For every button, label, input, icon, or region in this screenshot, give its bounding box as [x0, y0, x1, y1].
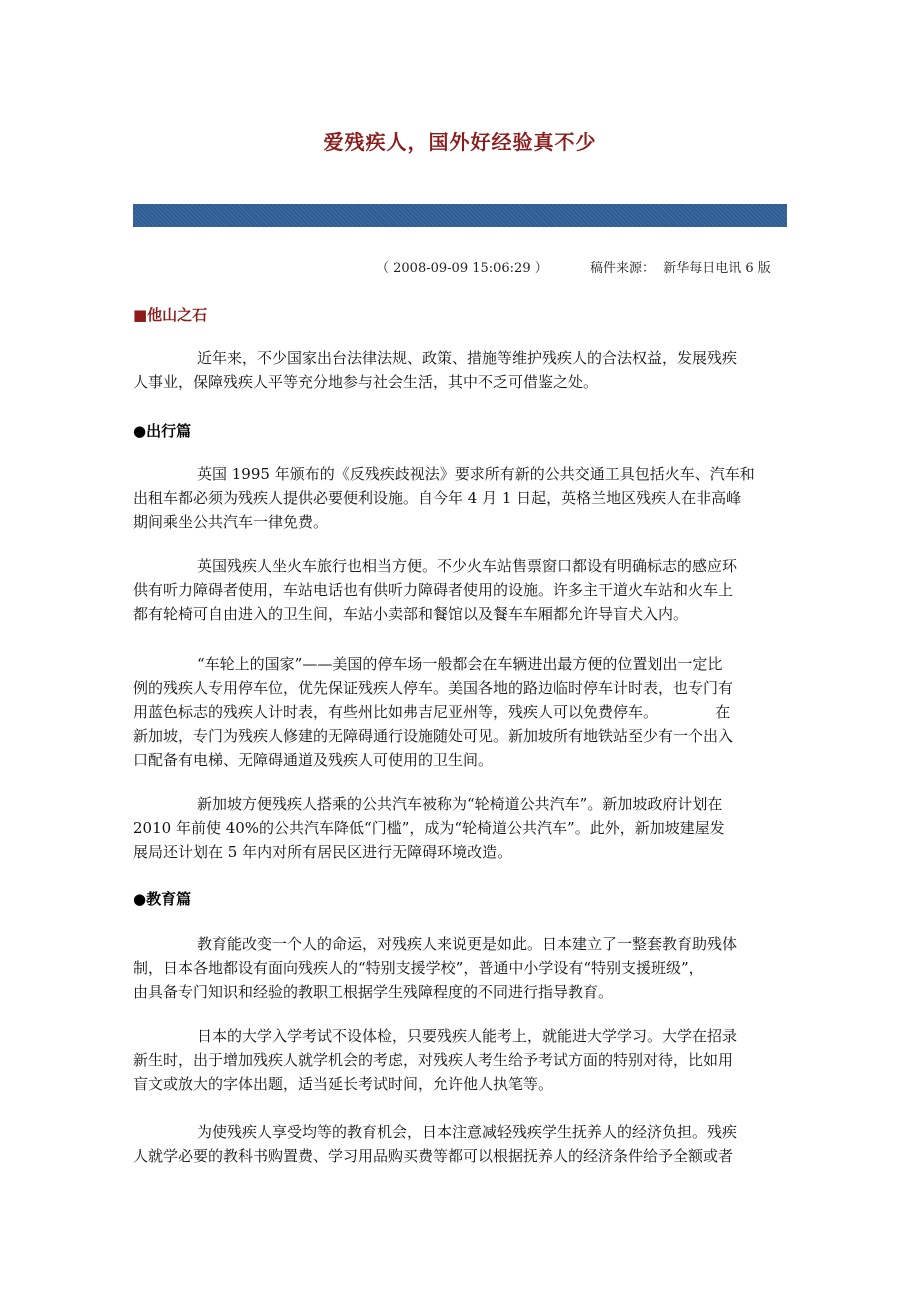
paragraph-line: 近年来，不少国家出台法律法规、政策、措施等维护残疾人的合法权益，发展残疾 — [197, 349, 738, 367]
paragraph-japan-education-system — [133, 932, 787, 1004]
paragraph-line: 例的残疾人专用停车位，优先保证残疾人停车。美国各地的路边临时停车计时表，也专门有 — [133, 679, 734, 697]
paragraph-uk-transport — [133, 462, 787, 534]
section-heading-education: ●教育篇 — [133, 890, 192, 908]
paragraph-japan-university — [133, 1024, 787, 1096]
paragraph-line: 新加坡，专门为残疾人修建的无障碍通行设施随处可见。新加坡所有地铁站至少有一个出入 — [133, 727, 734, 745]
paragraph-line: 为使残疾人享受均等的教育机会，日本注意减轻残疾学生抚养人的经济负担。残疾 — [197, 1123, 738, 1141]
paragraph-line: 由具备专门知识和经验的教职工根据学生残障程度的不同进行指导教育。 — [133, 983, 614, 1001]
paragraph-japan-financial-support — [133, 1120, 787, 1168]
paragraph-line: 日本的大学入学考试不设体检，只要残疾人能考上，就能进大学学习。大学在招录 — [197, 1027, 738, 1045]
paragraph-line: 新加坡方便残疾人搭乘的公共汽车被称为“轮椅道公共汽车”。新加坡政府计划在 — [197, 795, 723, 813]
paragraph-line: “车轮上的国家”——美国的停车场一般都会在车辆进出最方便的位置划出一定比 — [197, 655, 723, 673]
paragraph-line: 期间乘坐公共汽车一律免费。 — [133, 513, 329, 531]
paragraph-line: 出租车都必须为残疾人提供必要便利设施。自今年 4 月 1 日起，英格兰地区残疾人在非高峰 — [133, 489, 742, 507]
paragraph-line: 供有听力障碍者使用，车站电话也有供听力障碍者使用的设施。许多主干道火车站和火车上 — [133, 581, 734, 599]
paragraph-line: 用蓝色标志的残疾人计时表，有些州比如弗吉尼亚州等，残疾人可以免费停车。 在 — [133, 703, 731, 721]
article-source: 稿件来源： 新华每日电讯 6 版 — [590, 261, 771, 276]
section-heading-travel: ●出行篇 — [133, 422, 192, 440]
article-title: 爱残疾人，国外好经验真不少 — [323, 130, 597, 154]
section-heading-intro: ■他山之石 — [133, 306, 208, 324]
paragraph-uk-trains — [133, 554, 787, 626]
paragraph-line: 2010 年前使 40%的公共汽车降低“门槛”，成为“轮椅道公共汽车”。此外，新加坡建屋发 — [133, 819, 725, 837]
paragraph-line: 制，日本各地都设有面向残疾人的“特别支援学校”，普通中小学设有“特别支援班级”， — [133, 959, 704, 977]
paragraph-intro — [133, 346, 787, 394]
paragraph-line: 英国残疾人坐火车旅行也相当方便。不少火车站售票窗口都设有明确标志的感应环 — [197, 557, 738, 575]
paragraph-line: 人事业，保障残疾人平等充分地参与社会生活，其中不乏可借鉴之处。 — [133, 373, 599, 391]
header-bar — [133, 204, 787, 227]
paragraph-line: 都有轮椅可自由进入的卫生间，车站小卖部和餐馆以及餐车车厢都允许导盲犬入内。 — [133, 605, 689, 623]
paragraph-singapore-buses — [133, 792, 787, 864]
publish-timestamp: （ 2008-09-09 15:06:29 ） — [376, 261, 548, 276]
paragraph-line: 教育能改变一个人的命运，对残疾人来说更是如此。日本建立了一整套教育助残体 — [197, 935, 738, 953]
paragraph-line: 口配备有电梯、无障碍通道及残疾人可使用的卫生间。 — [133, 751, 494, 769]
paragraph-us-singapore-parking — [133, 652, 787, 772]
paragraph-line: 展局还计划在 5 年内对所有居民区进行无障碍环境改造。 — [133, 843, 513, 861]
paragraph-line: 盲文或放大的字体出题，适当延长考试时间，允许他人执笔等。 — [133, 1075, 554, 1093]
paragraph-line: 新生时，出于增加残疾人就学机会的考虑，对残疾人考生给予考试方面的特别对待，比如用 — [133, 1051, 734, 1069]
paragraph-line: 人就学必要的教科书购置费、学习用品购买费等都可以根据抚养人的经济条件给予全额或者 — [133, 1147, 734, 1165]
paragraph-line: 英国 1995 年颁布的《反残疾歧视法》要求所有新的公共交通工具包括火车、汽车和 — [197, 465, 755, 483]
